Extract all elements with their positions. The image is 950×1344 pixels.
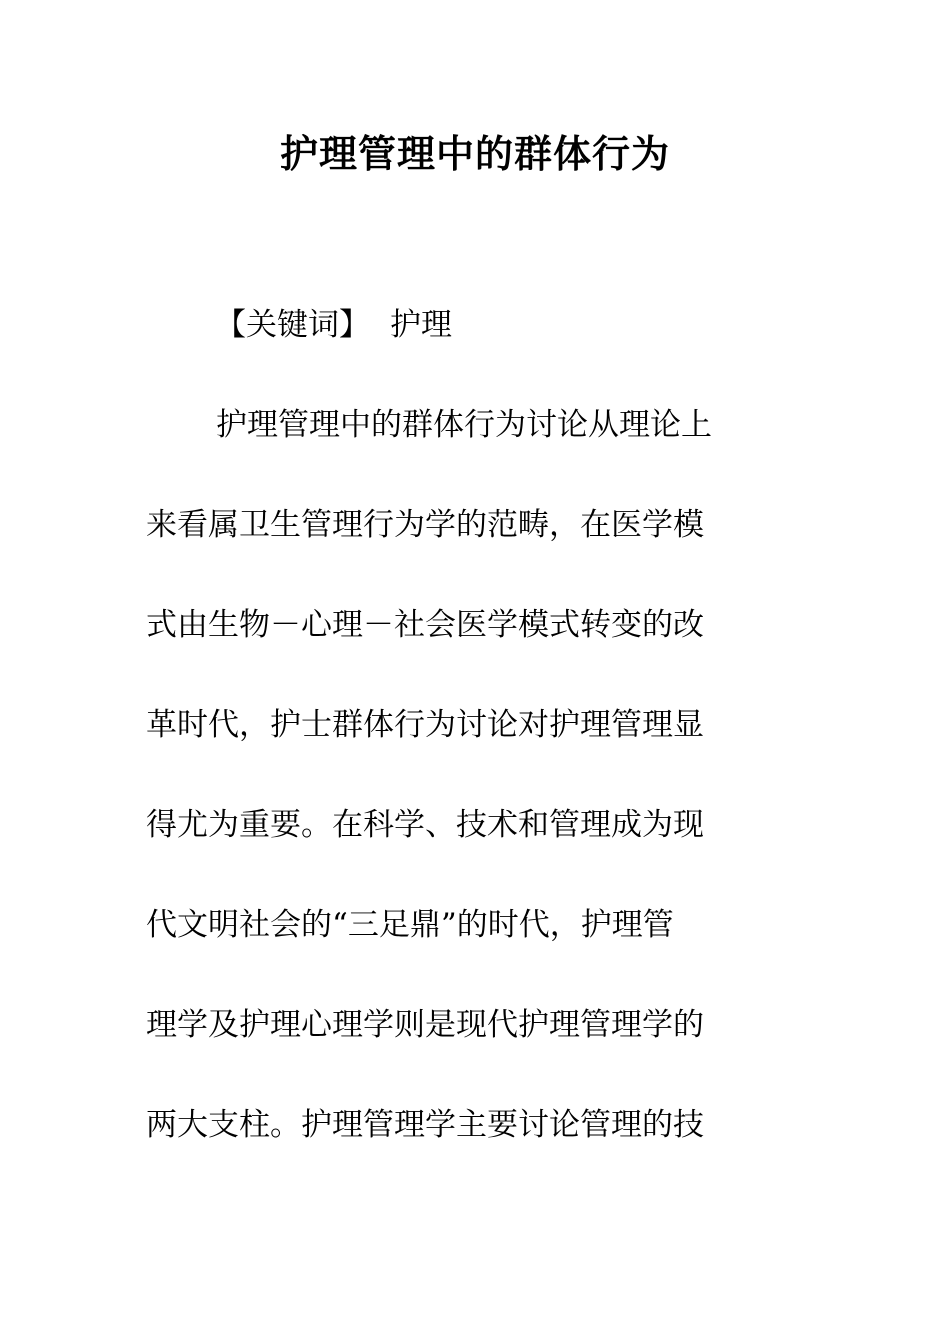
paragraph-line: 理学及护理心理学则是现代护理管理学的	[146, 1007, 704, 1043]
paragraph-line: 革时代，护士群体行为讨论对护理管理显	[146, 707, 704, 743]
paragraph-line: 式由生物－心理－社会医学模式转变的改	[146, 607, 704, 643]
keywords-value: 护理	[390, 307, 452, 343]
paragraph-line: 来看属卫生管理行为学的范畴，在医学模	[146, 507, 704, 543]
paragraph-line: 代文明社会的“三足鼎”的时代，护理管	[146, 907, 674, 943]
document-title: 护理管理中的群体行为	[279, 131, 670, 176]
keywords-label: 【关键词】	[215, 307, 370, 343]
paragraph-line: 护理管理中的群体行为讨论从理论上	[216, 407, 712, 443]
keywords-line	[215, 302, 452, 348]
paragraph-line: 得尤为重要。在科学、技术和管理成为现	[146, 807, 704, 843]
paragraph-line: 两大支柱。护理管理学主要讨论管理的技	[146, 1107, 704, 1143]
